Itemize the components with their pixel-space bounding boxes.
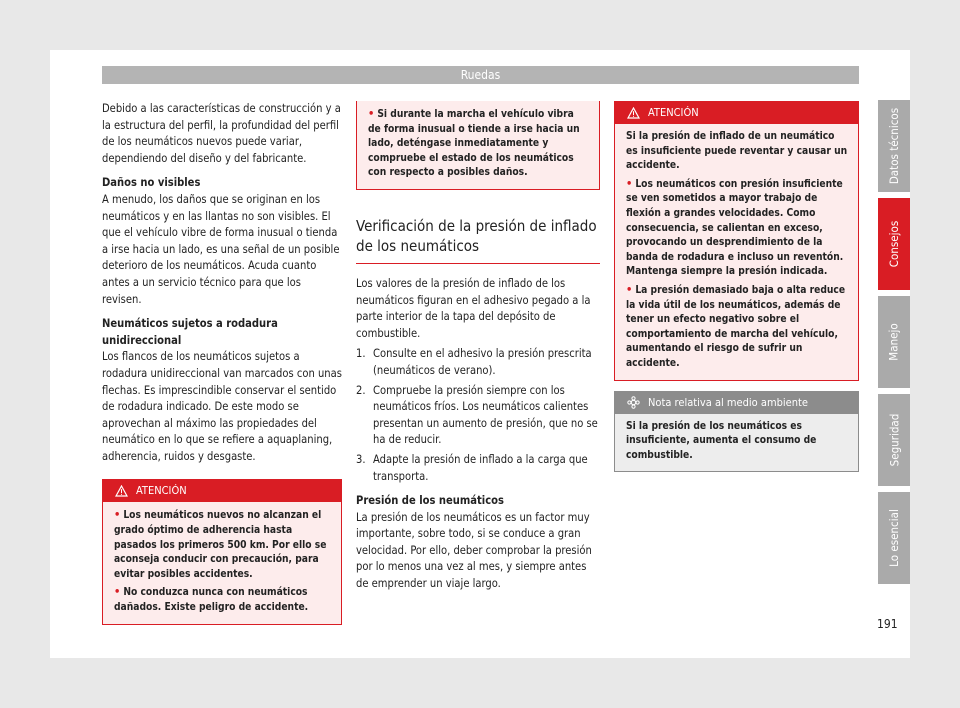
steps-list xyxy=(356,346,600,485)
column-1 xyxy=(102,101,342,625)
warning-box-1 xyxy=(102,479,342,624)
intro-paragraph: Debido a las características de construcción y a la estructura del perfil, la profundidad del perfil de los neumáticos nuevos puede variar, dependiendo del diseño y del fabricante. xyxy=(102,102,341,165)
warning-lead-text: Si la presión de inflado de un neumático es insuficiente puede reventar y causar un accidente. xyxy=(626,131,848,172)
tab-label: Consejos xyxy=(887,220,901,268)
subheading-unidirectional: Neumáticos sujetos a rodadura unidireccional xyxy=(102,317,278,347)
warning-item xyxy=(626,283,848,372)
tab-datos-tecnicos[interactable] xyxy=(878,100,910,192)
step-item xyxy=(356,452,600,485)
bullet-icon: • xyxy=(114,508,121,522)
step-text: Compruebe la presión siempre con los neumáticos fríos. Los neumáticos calientes presentan un aumento de presión, que no se ha de reducir. xyxy=(373,383,598,447)
bullet-icon: • xyxy=(626,282,633,296)
tab-seguridad[interactable] xyxy=(878,394,910,486)
subheading-hidden-damage: Daños no visibles xyxy=(102,176,201,190)
warning-box-2 xyxy=(614,101,859,381)
tab-lo-esencial[interactable] xyxy=(878,492,910,584)
warning-box-2-title: ATENCIÓN xyxy=(648,106,699,119)
step-text: Adapte la presión de inflado a la carga que transporta. xyxy=(373,452,588,483)
warning-box-1-header xyxy=(103,480,341,502)
warning-triangle-icon xyxy=(115,485,128,497)
warning-triangle-icon xyxy=(627,107,640,119)
pressure-intro-paragraph: Los valores de la presión de inflado de los neumáticos figuran en el adhesivo pegado a la parte interior de la tapa del depósito de combustible. xyxy=(356,276,591,340)
warning-item-text: Los neumáticos nuevos no alcanzan el grado óptimo de adherencia hasta pasados los primeros 500 km. Por ello se aconseja conducir con precaución, para evitar posibles accidentes. xyxy=(114,510,327,580)
warning-item-text: Si durante la marcha el vehículo vibra de forma inusual o tiende a irse hacia un lado, deténgase inmediatamente y compruebe el estado de los neumáticos con respecto a posibles daños. xyxy=(368,109,580,179)
environment-note-title: Nota relativa al medio ambiente xyxy=(648,395,808,409)
warning-item xyxy=(114,585,331,615)
step-number: 1. xyxy=(356,347,366,361)
environment-note-header xyxy=(615,392,858,414)
warning-box-1-title: ATENCIÓN xyxy=(136,484,187,498)
warning-item-text: La presión demasiado baja o alta reduce la vida útil de los neumáticos, además de tener un efecto negativo sobre el comportamiento de marcha del vehículo, aumentando el riesgo de sufrir un accidente. xyxy=(626,284,846,369)
bullet-icon: • xyxy=(114,585,121,599)
warning-item xyxy=(626,177,848,280)
step-number: 3. xyxy=(356,452,366,466)
bullet-icon: • xyxy=(368,107,375,120)
warning-item xyxy=(368,107,589,181)
warning-box-2-header xyxy=(615,102,858,124)
step-text: Consulte en el adhesivo la presión prescrita (neumáticos de verano). xyxy=(373,347,592,377)
section-title: Verificación de la presión de inflado de los neumáticos xyxy=(356,216,600,264)
warning-item-text: No conduzca nunca con neumáticos dañados. Existe peligro de accidente. xyxy=(114,587,309,614)
column-3 xyxy=(614,101,859,472)
hidden-damage-paragraph: A menudo, los daños que se originan en los neumáticos y en las llantas no son visibles. El que el vehículo vibre de forma inusual o tienda a irse hacia un lado, es una señal de un posible deterioro de los neumáticos. Acuda cuanto antes a un servicio técnico para que los revisen. xyxy=(102,192,340,306)
tab-manejo[interactable] xyxy=(878,296,910,388)
step-number: 2. xyxy=(356,383,366,397)
step-item xyxy=(356,383,600,449)
environment-note-box xyxy=(614,391,859,473)
column-2 xyxy=(356,101,600,593)
environment-note-text: Si la presión de los neumáticos es insuficiente, aumenta el consumo de combustible. xyxy=(626,420,817,461)
unidirectional-paragraph: Los flancos de los neumáticos sujetos a rodadura unidireccional van marcados con unas flechas. Es imprescindible conservar el sentido de rodadura indicado. De este modo se aprovechan al máximo las propiedades del neumático en lo que se refiere a aquaplaning, adherencia, ruidos y desgaste. xyxy=(102,350,342,463)
warning-item xyxy=(114,508,331,582)
leaf-icon xyxy=(627,396,640,409)
page-header: Ruedas xyxy=(102,66,859,84)
warning-box-continued xyxy=(356,101,600,190)
tab-label: Datos técnicos xyxy=(887,107,902,185)
warning-item-text: Los neumáticos con presión insuficiente se ven sometidos a mayor trabajo de flexión a grandes velocidades. Como consecuencia, se calientan en exceso, provocando un desprendimiento de la banda de rodadura e incluso un reventón. Mantenga siempre la presión indicada. xyxy=(626,178,844,278)
tab-consejos[interactable] xyxy=(878,198,910,290)
tab-label: Manejo xyxy=(887,323,901,361)
subheading-tire-pressure: Presión de los neumáticos xyxy=(356,494,504,508)
bullet-icon: • xyxy=(626,176,633,190)
tire-pressure-paragraph: La presión de los neumáticos es un factor muy importante, sobre todo, si se conduce a gran velocidad. Por ello, deber comprobar la presión por lo menos una vez al mes, y siempre antes de emprender un viaje largo. xyxy=(356,510,592,591)
tab-label: Seguridad xyxy=(887,413,902,467)
tab-label: Lo esencial xyxy=(887,509,902,567)
page-number: 191 xyxy=(877,617,898,631)
step-item xyxy=(356,346,600,379)
